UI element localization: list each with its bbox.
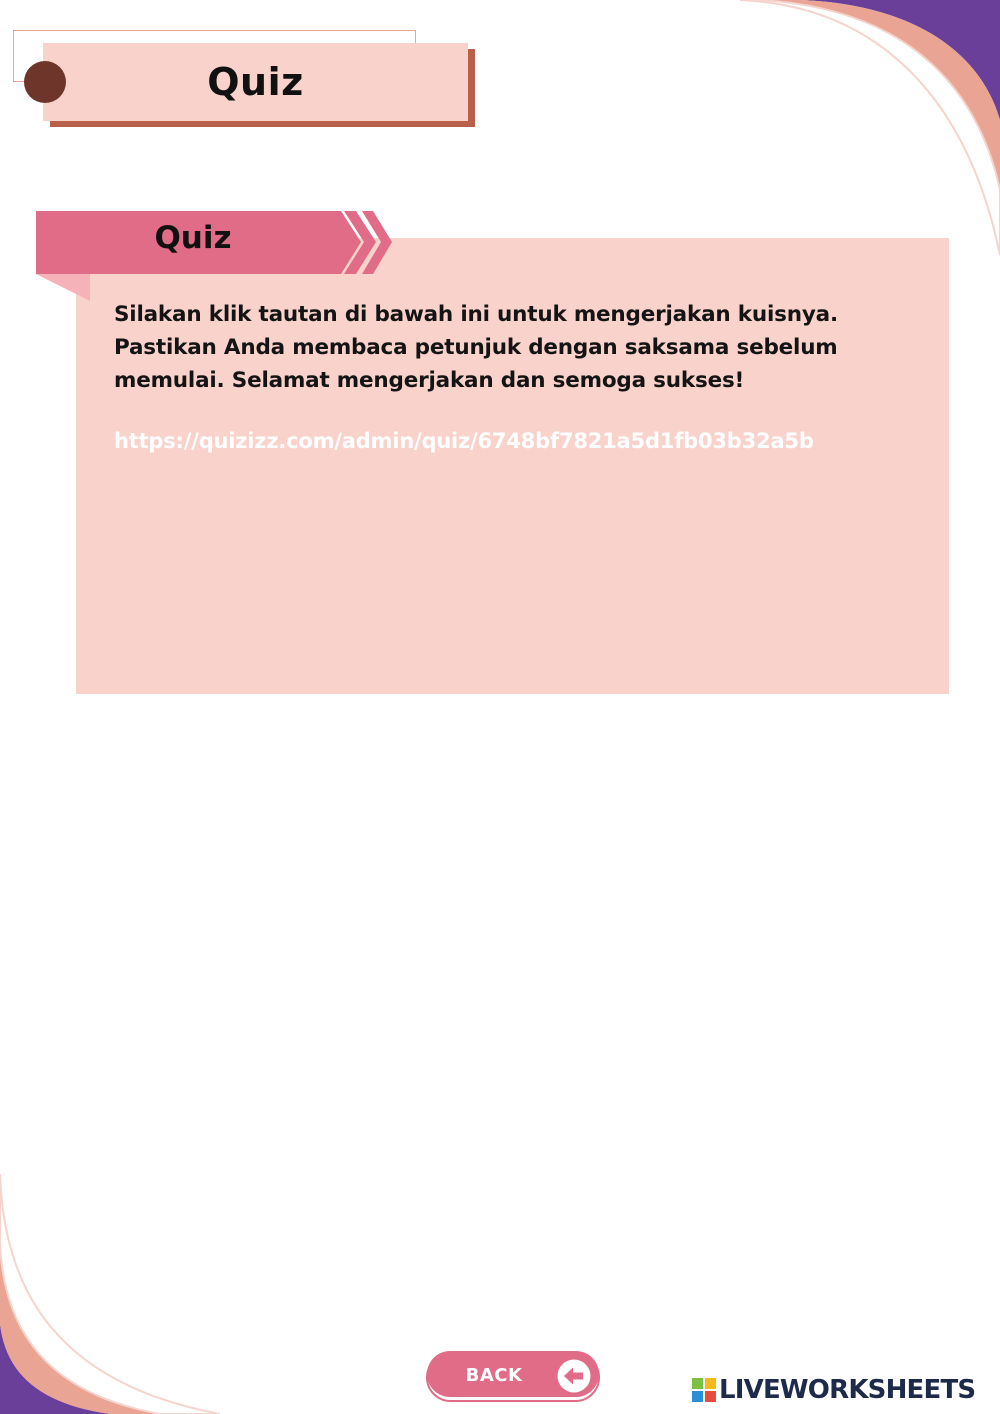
decorative-corner-bottom-left <box>0 1154 240 1414</box>
quiz-link[interactable]: https://quizizz.com/admin/quiz/6748bf7821a5d1fb03b32a5b <box>114 429 814 453</box>
header-dot-ornament <box>24 61 66 103</box>
page-title: Quiz <box>207 60 304 104</box>
decorative-corner-top-right <box>740 0 1000 260</box>
quiz-instructions: Silakan klik tautan di bawah ini untuk mengerjakan kuisnya. Pastikan Anda membaca petunjuk dengan saksama sebelum memulai. Selamat mengerjakan dan semoga sukses! <box>114 302 838 393</box>
ribbon-fold-ornament <box>36 271 90 301</box>
liveworksheets-logo-icon <box>692 1378 716 1402</box>
section-title: Quiz <box>154 220 232 256</box>
arrow-left-icon <box>557 1359 591 1393</box>
header-card <box>43 43 468 121</box>
liveworksheets-logo-text: LIVEWORKSHEETS <box>719 1375 976 1405</box>
back-button-label: BACK <box>465 1364 523 1386</box>
liveworksheets-logo <box>692 1374 975 1406</box>
back-button[interactable] <box>426 1351 600 1403</box>
